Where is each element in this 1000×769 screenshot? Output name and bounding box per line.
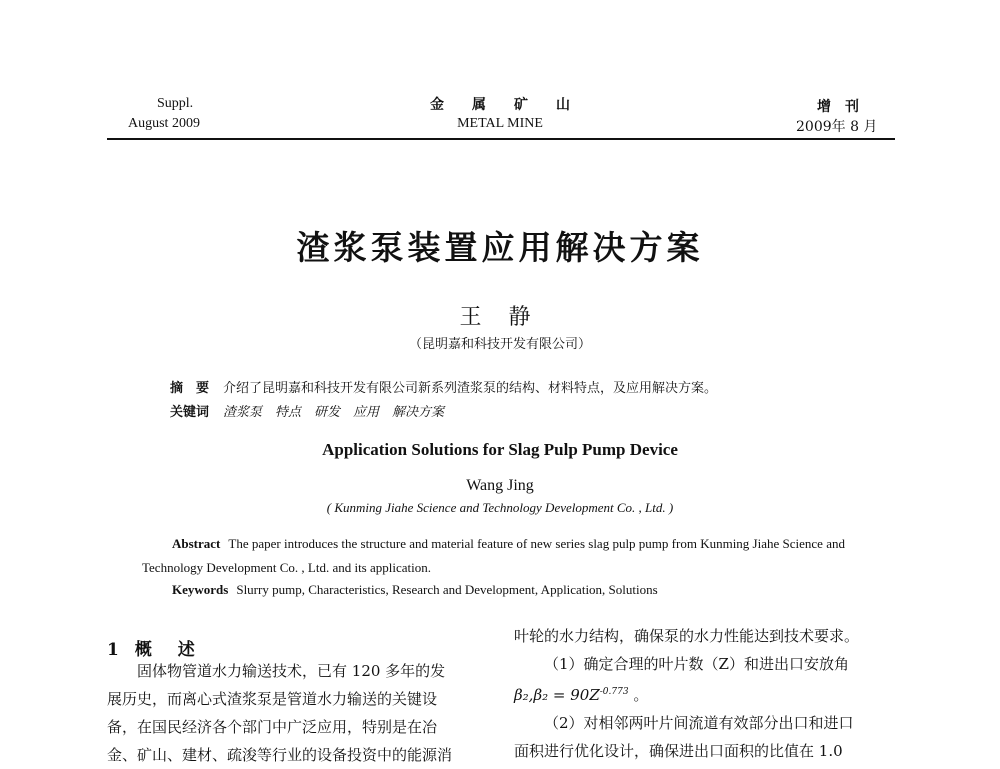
right-column (514, 622, 900, 765)
keywords-en (172, 582, 658, 598)
header-date-en: August 2009 (128, 116, 200, 131)
author-en: Wang Jing (466, 477, 534, 494)
abstract-text-cn: 介绍了昆明嘉和科技开发有限公司新系列渣浆泵的结构、材料特点，及应用解决方案。 (223, 381, 718, 396)
abstract-text-en: The paper introduces the structure and material feature of new series slag pulp pump from Kunming Jiahe Science and Technology Development Co. , Ltd. and its application. (142, 536, 845, 575)
formula-lhs: β₂,β₂ = 90Z (514, 686, 600, 704)
abstract-en (142, 532, 870, 580)
abstract-cn (170, 377, 717, 396)
body-line: 固体物管道水力输送技术，已有 120 多年的发 (137, 662, 446, 680)
header-suppl-cn: 增 刊 (817, 99, 859, 115)
article-title-en: Application Solutions for Slag Pulp Pump Device (322, 440, 678, 459)
section-title: 概 述 (134, 640, 205, 660)
header-suppl: Suppl. (157, 96, 194, 111)
body-line: 金、矿山、建材、疏浚等行业的设备投资中的能源消 (107, 746, 453, 764)
header-journal-cn: 金 属 矿 山 (430, 97, 570, 113)
article-title-cn: 渣浆泵装置应用解决方案 (296, 228, 704, 267)
keywords-label-en: Keywords (172, 582, 229, 597)
section-number: 1 (107, 640, 119, 660)
header-journal-en: METAL MINE (457, 116, 543, 131)
body-line: 展历史，而离心式渣浆泵是管道水力输送的关键设 (107, 690, 438, 708)
left-column (107, 657, 485, 769)
body-line: 备，在国民经济各个部门中广泛应用，特别是在冶 (107, 718, 438, 736)
author-cn: 王 静 (459, 305, 541, 330)
keywords-text-cn: 渣浆泵 特点 研发 应用 解决方案 (223, 405, 445, 420)
body-line: 面积进行优化设计，确保进出口面积的比值在 1.0 (514, 742, 843, 760)
formula-line (514, 678, 900, 709)
abstract-label-cn: 摘 要 (170, 381, 210, 396)
body-line: 叶轮的水力结构，确保泵的水力性能达到技术要求。 (514, 627, 860, 645)
header-rule (107, 138, 895, 140)
body-line: （2）对相邻两叶片间流道有效部分出口和进口 (544, 714, 854, 732)
keywords-text-en: Slurry pump, Characteristics, Research and Development, Application, Solutions (236, 582, 658, 597)
header-date-cn: 2009年 8 月 (796, 119, 878, 135)
abstract-label-en: Abstract (172, 536, 221, 551)
keywords-label-cn: 关键词 (170, 405, 210, 420)
formula-end: 。 (628, 686, 649, 704)
affiliation-en: ( Kunming Jiahe Science and Technology Development Co. , Ltd. ) (326, 500, 674, 515)
formula-exponent: -0.773 (599, 687, 629, 697)
affiliation-cn: （昆明嘉和科技开发有限公司） (408, 337, 591, 352)
keywords-cn (170, 401, 444, 420)
body-line: （1）确定合理的叶片数（Z）和进出口安放角 (544, 655, 849, 673)
